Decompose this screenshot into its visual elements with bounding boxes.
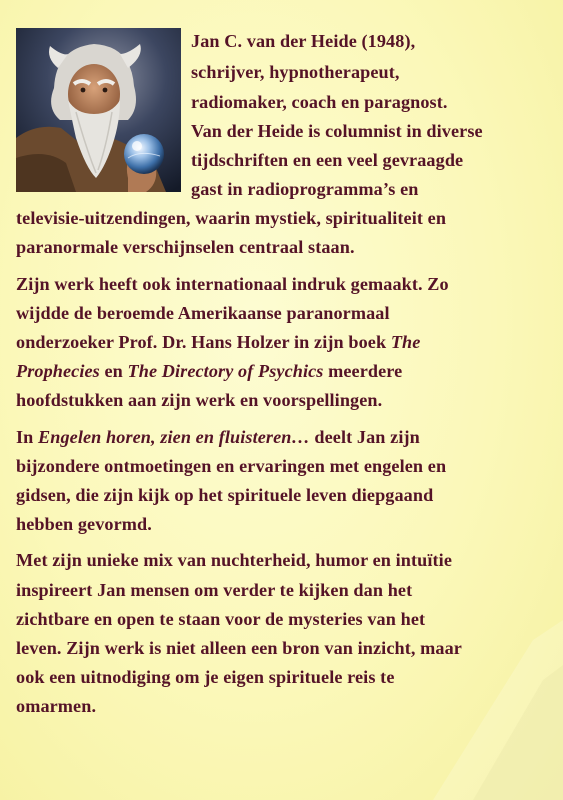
international-text: en	[99, 361, 128, 381]
bio-line: paranormale verschijnselen centraal staan.	[16, 237, 355, 257]
book-text: In	[16, 427, 39, 447]
closing-line: zichtbare en open te staan voor de mysteries van het	[16, 609, 426, 629]
bio-line: Van der Heide is columnist in diverse	[191, 121, 483, 141]
bio-line: tijdschriften en een veel gevraagde	[191, 150, 464, 170]
international-line: hoofdstukken aan zijn werk en voorspellingen.	[16, 390, 383, 410]
book-line: bijzondere ontmoetingen en ervaringen met engelen en	[16, 456, 447, 476]
closing-line: leven. Zijn werk is niet alleen een bron van inzicht, maar	[16, 638, 462, 658]
book-title-engelen: Engelen horen, zien en fluisteren…	[38, 427, 310, 447]
international-line: Zijn werk heeft ook internationaal indruk gemaakt. Zo	[16, 274, 449, 294]
bio-line: gast in radioprogramma’s en	[191, 179, 419, 199]
international-text: meerdere	[323, 361, 403, 381]
closing-line: ook een uitnodiging om je eigen spirituele reis te	[16, 667, 395, 687]
international-line	[16, 330, 420, 354]
book-title-directory-of-psychics: The Directory of Psychics	[127, 361, 324, 381]
book-line: gidsen, die zijn kijk op het spirituele leven diepgaand	[16, 485, 434, 505]
bio-line: radiomaker, coach en paragnost.	[191, 92, 448, 112]
international-text: onderzoeker Prof. Dr. Hans Holzer in zijn boek	[16, 332, 391, 352]
bio-line: televisie-uitzendingen, waarin mystiek, spiritualiteit en	[16, 208, 447, 228]
book-line: hebben gevormd.	[16, 514, 152, 534]
international-line	[16, 359, 402, 383]
international-line: wijdde de beroemde Amerikaanse paranormaal	[16, 303, 390, 323]
bio-line: schrijver, hypnotherapeut,	[191, 62, 400, 82]
bio-line: Jan C. van der Heide (1948),	[191, 31, 416, 51]
closing-line: Met zijn unieke mix van nuchterheid, humor en intuïtie	[16, 550, 453, 570]
closing-line: inspireert Jan mensen om verder te kijken dan het	[16, 580, 413, 600]
closing-line: omarmen.	[16, 696, 97, 716]
book-text: deelt Jan zijn	[309, 427, 420, 447]
book-title-the-prophecies: Prophecies	[16, 361, 100, 381]
book-title-the-prophecies: The	[390, 332, 421, 352]
book-line	[16, 425, 420, 449]
